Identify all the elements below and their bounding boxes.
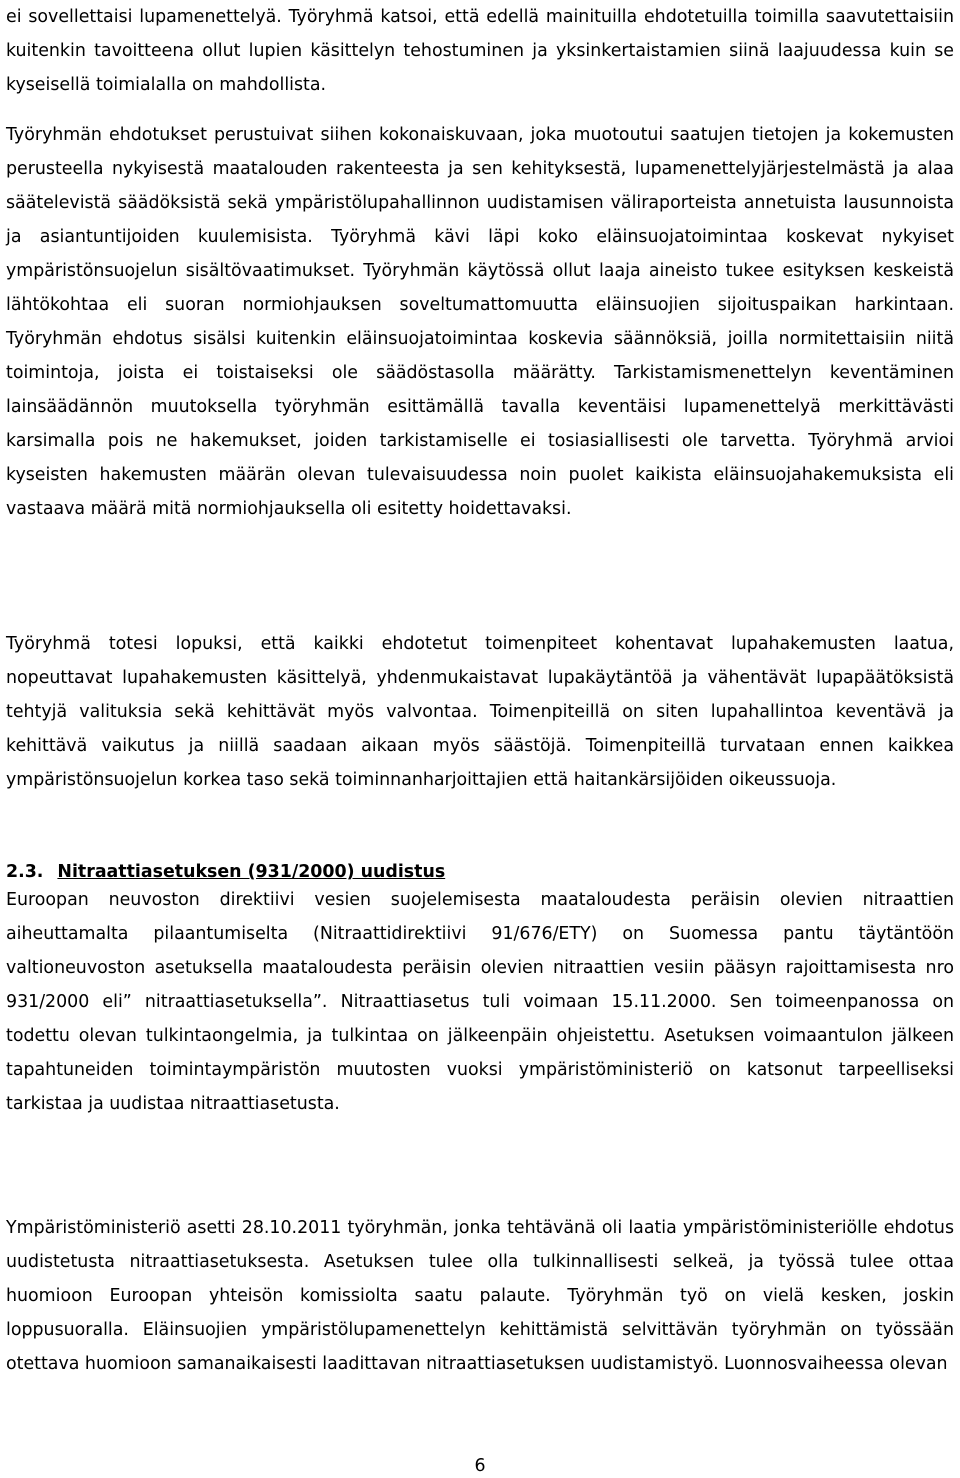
paragraph-1: ei sovellettaisi lupamenettelyä. Työryhmä katsoi, että edellä mainituilla ehdotetuilla toimilla saavutettaisiin kuitenkin tavoitteena ollut lupien käsittelyn tehostuminen ja yksinkertaistamien siinä laajuudessa kuin se kyseisellä toimialalla on mahdollista. xyxy=(6,7,954,95)
section-title: Nitraattiasetuksen (931/2000) uudistus xyxy=(57,862,446,882)
section-paragraph-1: Euroopan neuvoston direktiivi vesien suojelemisesta maataloudesta peräisin olevien nitraattien aiheuttamalta pilaantumiselta (Nitraattidirektiivi 91/676/ETY) on Suomessa pantu täytäntöön valtioneuvoston asetuksella maataloudesta peräisin olevien nitraattien vesiin pääsyn rajoittamisesta nro 931/2000 eli” nitraattiasetuksella”. Nitraattiasetus tuli voimaan 15.11.2000. Sen toimeenpanossa on todettu olevan tulkintaongelmia, ja tulkintaa on jälkeenpäin ohjeistettu. Asetuksen voimaantulon jälkeen tapahtuneiden toimintaympäristön muutosten vuoksi ympäristöministeriö on katsonut tarpeelliseksi tarkistaa ja uudistaa nitraattiasetusta. xyxy=(6,890,954,1114)
section-number: 2.3. xyxy=(6,862,44,882)
paragraph-3: Työryhmä totesi lopuksi, että kaikki ehdotetut toimenpiteet kohentavat lupahakemusten laatua, nopeuttavat lupahakemusten käsittelyä, yhdenmukaistavat lupakäytäntöä ja vähentävät lupapäätöksistä tehtyjä valituksia sekä kehittävät myös valvontaa. Toimenpiteillä on siten lupahallintoa keventävä ja kehittävä vaikutus ja niillä saadaan aikaan myös säästöjä. Toimenpiteillä turvataan ennen kaikkea ympäristönsuojelun korkea taso sekä toiminnanharjoittajien että haitankärsijöiden oikeussuoja. xyxy=(6,634,954,790)
paragraph-2: Työryhmän ehdotukset perustuivat siihen kokonaiskuvaan, joka muotoutui saatujen tietojen ja kokemusten perusteella nykyisestä maatalouden rakenteesta ja sen kehityksestä, lupamenettelyjärjestelmästä ja alaa säätelevistä säädöksistä sekä ympäristölupahallinnon uudistamisen väliraporteista annetuista lausunnoista ja asiantuntijoiden kuulemisista. Työryhmä kävi läpi koko eläinsuojatoimintaa koskevat nykyiset ympäristönsuojelun sisältövaatimukset. Työryhmän käytössä ollut laaja aineisto tukee esityksen keskeistä lähtökohtaa eli suoran normiohjauksen soveltumattomuutta eläinsuojien sijoituspaikan harkintaan. Työryhmän ehdotus sisälsi kuitenkin eläinsuojatoimintaa koskevia säännöksiä, joilla normitettaisiin niitä toimintoja, joista ei toistaiseksi ole säädöstasolla määrätty. Tarkistamismenettelyn keventäminen lainsäädännön muutoksella työryhmän esittämällä tavalla keventäisi lupamenettelyä merkittävästi karsimalla pois ne hakemukset, joiden tarkistamiselle ei tosiasiallisesti ole tarvetta. Työryhmä arvioi kyseisten hakemusten määrän olevan tulevaisuudessa noin puolet kaikista eläinsuojahakemuksista eli vastaava määrä mitä normiohjauksella oli esitetty hoidettavaksi. xyxy=(6,125,954,519)
section-paragraph-2: Ympäristöministeriö asetti 28.10.2011 työryhmän, jonka tehtävänä oli laatia ympäristöministeriölle ehdotus uudistetusta nitraattiasetuksesta. Asetuksen tulee olla tulkinnallisesti selkeä, ja työssä tulee ottaa huomioon Euroopan yhteisön komissiolta saatu palaute. Työryhmän työ on vielä kesken, joskin loppusuoralla. Eläinsuojien ympäristölupamenettelyn kehittämistä selvittävän työryhmän on työssään otettava huomioon samanaikaisesti laadittavan nitraattiasetuksen uudistamistyö. Luonnosvaiheessa olevan xyxy=(6,1218,954,1374)
page-number: 6 xyxy=(474,1456,486,1476)
